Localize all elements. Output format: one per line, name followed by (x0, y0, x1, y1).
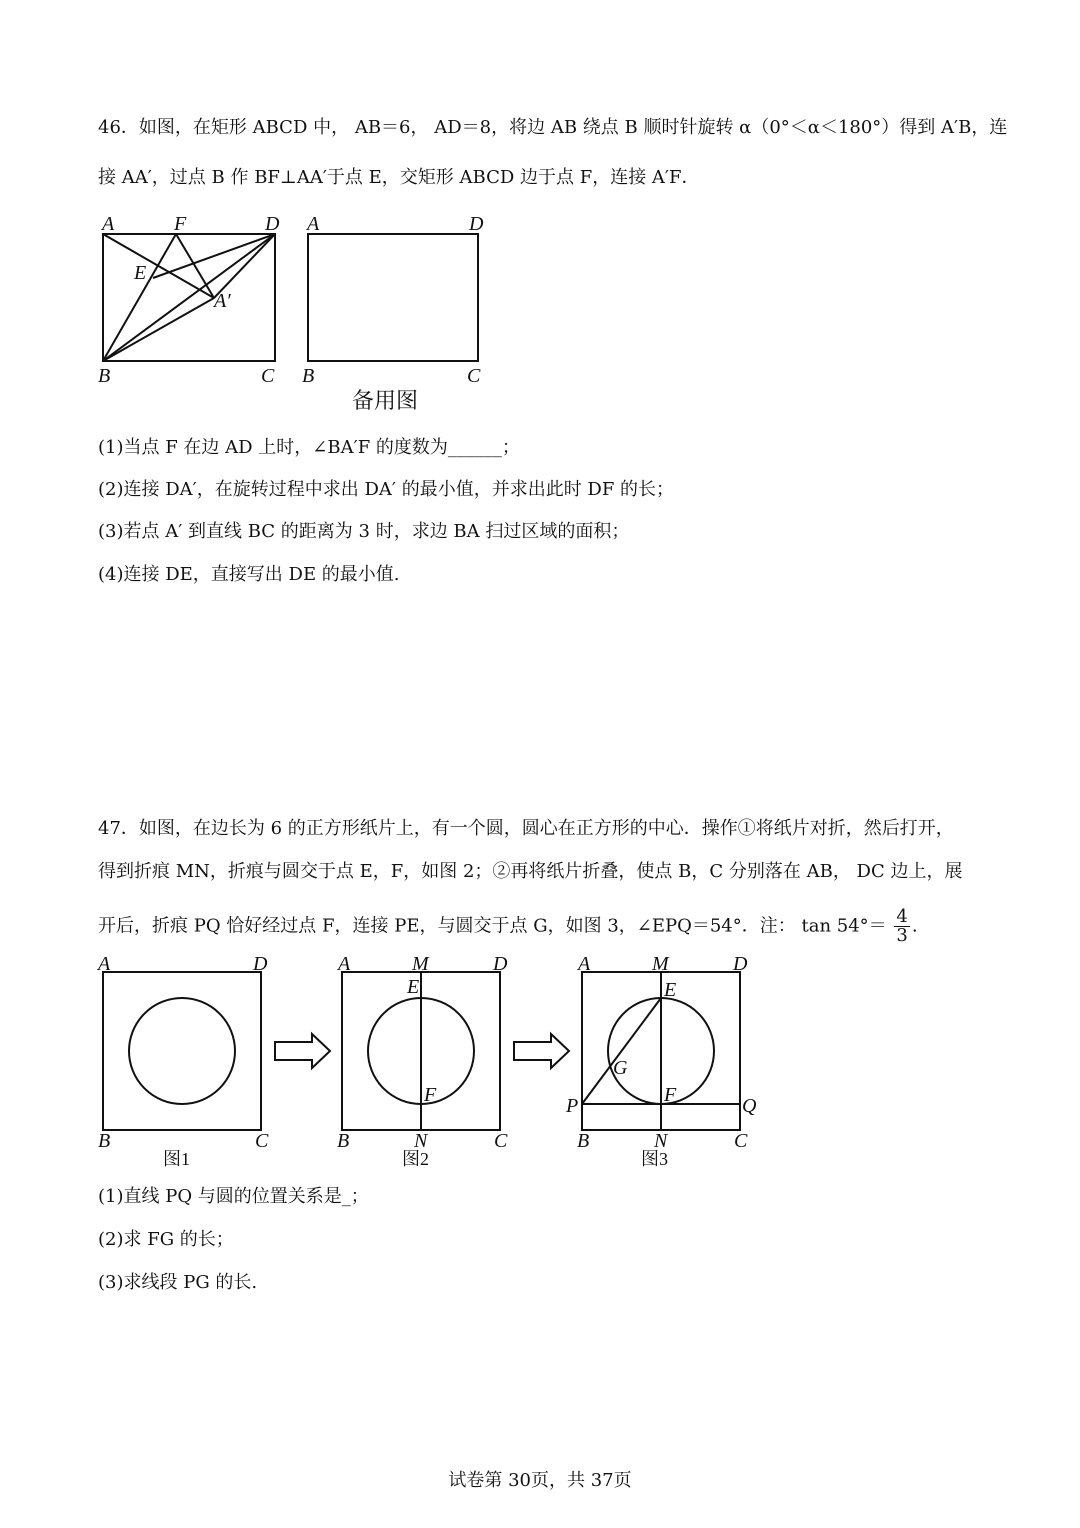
q47-arrow-1 (275, 1034, 330, 1068)
q47-fig1-circle (129, 998, 235, 1104)
q47-fig3-label-p: P (566, 1095, 579, 1117)
q46-figure (90, 205, 530, 420)
q47-stem-line-3-end: . (911, 915, 918, 937)
q46-segment-bd (103, 234, 275, 361)
page-footer: 试卷第 30页，共 37页 (448, 1470, 632, 1491)
q47-fig3-label-g: G (613, 1057, 628, 1079)
q47-fig2-label-d: D (493, 953, 508, 975)
q47-caption-fig3: 图3 (641, 1149, 668, 1169)
q47-fig3-label-a: A (578, 953, 591, 975)
q46-label-c: C (261, 365, 275, 387)
q47-fig1-label-c: C (255, 1130, 269, 1152)
q47-fig3-segment-pe (582, 998, 661, 1104)
q47-fig1-square (103, 972, 261, 1130)
q46-spare-label-d: D (469, 213, 484, 235)
q46-segment-fa-prime (176, 234, 214, 298)
q47-part-3: (3)求线段 PG 的长. (98, 1272, 258, 1293)
q46-spare-label-a: A (307, 213, 320, 235)
q46-segment-aa-prime (103, 234, 214, 298)
q47-tan-fraction (894, 908, 909, 945)
q46-spare-caption: 备用图 (352, 389, 419, 414)
q47-part-1: (1)直线 PQ 与圆的位置关系是_； (98, 1186, 369, 1207)
q47-figures (90, 950, 770, 1175)
q46-label-e: E (134, 262, 147, 284)
q47-stem-line-1: 47．如图，在边长为 6 的正方形纸片上，有一个圆，圆心在正方形的中心．操作①将纸片对折，然后打开， (98, 818, 954, 839)
q46-part-4: (4)连接 DE，直接写出 DE 的最小值. (98, 564, 400, 585)
q46-part-1: (1)当点 F 在边 AD 上时，∠BA′F 的度数为______； (98, 437, 520, 458)
q46-spare-label-b: B (302, 365, 315, 387)
q47-caption-fig1: 图1 (163, 1149, 190, 1169)
q47-fig2-label-m: M (412, 953, 429, 975)
q47-fig1-label-d: D (253, 953, 268, 975)
q46-segment-da-prime (214, 234, 275, 298)
q47-fig2-label-b: B (337, 1130, 350, 1152)
q47-fig2-label-a: A (338, 953, 351, 975)
q47-fig3-label-e: E (664, 979, 677, 1001)
q47-stem-line-3-text: 开后，折痕 PQ 恰好经过点 F，连接 PE，与圆交于点 G，如图 3，∠EPQ＝54°．注： tan 54°＝ (98, 915, 887, 937)
q47-fig2-label-c: C (494, 1130, 508, 1152)
q47-fig2-label-n: N (414, 1130, 428, 1152)
q46-part-2: (2)连接 DA′，在旋转过程中求出 DA′ 的最小值，并求出此时 DF 的长； (98, 479, 675, 500)
q47-fig3-label-n: N (654, 1130, 668, 1152)
q46-spare-label-c: C (467, 365, 481, 387)
q46-spare-rectangle (308, 234, 478, 361)
q47-stem-line-3 (98, 908, 918, 945)
q46-label-d: D (265, 213, 280, 235)
q46-label-a: A (102, 213, 115, 235)
q46-label-a-prime: A′ (214, 290, 231, 312)
q47-caption-fig2: 图2 (402, 1149, 429, 1169)
q47-arrow-2 (514, 1034, 569, 1068)
q47-fig3-label-d: D (733, 953, 748, 975)
q47-fig3-label-b: B (577, 1130, 590, 1152)
q47-fig3-label-q: Q (742, 1095, 757, 1117)
q46-stem-line-1: 46．如图，在矩形 ABCD 中， AB＝6， AD＝8，将边 AB 绕点 B 顺时针旋转 α（0°＜α＜180°）得到 A′B，连 (98, 117, 1008, 138)
q46-segment-ba-prime (103, 298, 214, 361)
q46-part-3: (3)若点 A′ 到直线 BC 的距离为 3 时，求边 BA 扫过区域的面积； (98, 521, 630, 542)
q47-fig3-label-c: C (734, 1130, 748, 1152)
q46-label-f: F (174, 213, 187, 235)
q46-segment-bf (103, 234, 176, 361)
q47-fig1-label-b: B (98, 1130, 111, 1152)
q46-label-b: B (98, 365, 111, 387)
q47-fig1-label-a: A (98, 953, 111, 975)
q47-fraction-numerator: 4 (896, 906, 908, 927)
q47-fig3-label-f: F (664, 1084, 677, 1106)
q47-stem-line-2: 得到折痕 MN，折痕与圆交于点 E，F，如图 2；②再将纸片折叠，使点 B，C 分别落在 AB， DC 边上，展 (98, 861, 963, 882)
q47-fig2-label-e: E (407, 976, 420, 998)
q46-stem-line-2: 接 AA′，过点 B 作 BF⊥AA′于点 E，交矩形 ABCD 边于点 F，连接 A′F． (98, 167, 700, 188)
q47-fig3-label-m: M (652, 953, 669, 975)
q47-part-2: (2)求 FG 的长； (98, 1229, 234, 1250)
q47-fraction-denominator: 3 (896, 925, 908, 946)
q47-fig2-label-f: F (424, 1084, 437, 1106)
